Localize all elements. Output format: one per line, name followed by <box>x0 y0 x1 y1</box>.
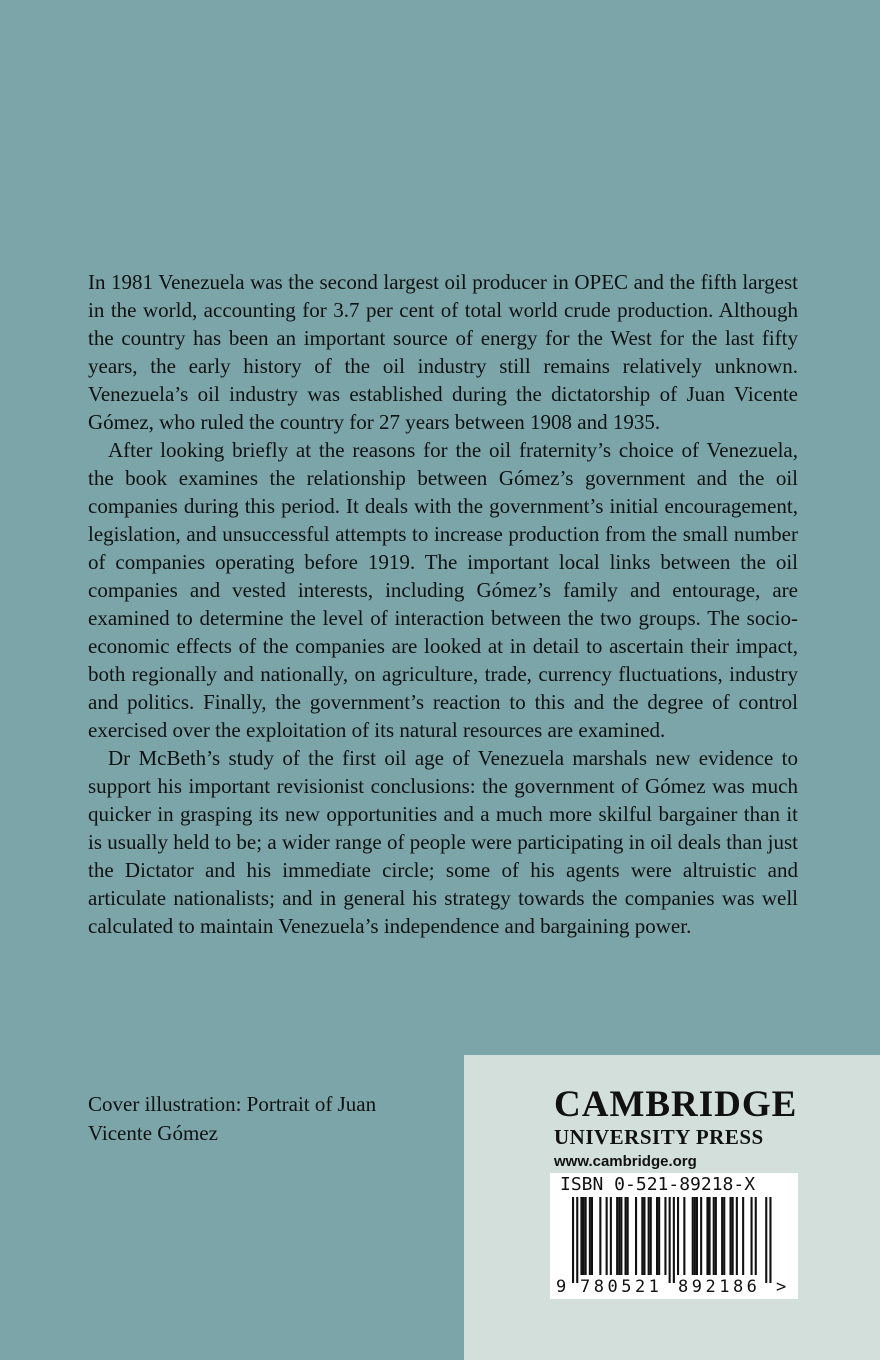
barcode-bar <box>610 1197 612 1275</box>
publisher-subtitle: UNIVERSITY PRESS <box>554 1125 764 1149</box>
barcode-bar <box>648 1197 650 1275</box>
barcode-bar <box>673 1197 675 1283</box>
cover-illustration-credit: Cover illustration: Portrait of Juan Vicente Gómez <box>88 1092 377 1145</box>
barcode-bar <box>713 1197 715 1275</box>
barcode-bar <box>599 1197 601 1275</box>
barcode-bar <box>765 1197 767 1283</box>
barcode-bar <box>683 1197 685 1275</box>
barcode-bar <box>606 1197 608 1275</box>
barcode-bar <box>616 1197 618 1275</box>
ean-arrow: > <box>776 1277 787 1297</box>
isbn-label: ISBN 0-521-89218-X <box>560 1174 756 1195</box>
blurb-paragraph-2: After looking briefly at the reasons for the oil fraternity’s choice of Venezuela, the book examines the relationship between Gómez’s government and the oil companies during this period. It deals with the government’s initial encouragement, legislation, and unsuccessful attempts to increase production from the small number of companies operating before 1919. The important local links between the oil companies and vested interests, including Gómez’s family and entourage, are examined to determine the level of interaction between the two groups. The socio-economic effects of the companies are looked at in detail to ascertain their impact, both regionally and nationally, on agriculture, trade, currency fluctuations, industry and politics. Finally, the government’s reaction to this and the degree of control exercised over the exploitation of its natural resources are examined. <box>88 438 798 742</box>
barcode-bar <box>643 1197 645 1275</box>
barcode-bar <box>715 1197 717 1275</box>
barcode-bar <box>751 1197 753 1275</box>
barcode-bar <box>591 1197 593 1275</box>
ean-first-digit: 9 <box>556 1277 567 1297</box>
barcode-bar <box>572 1197 574 1283</box>
barcode-bar <box>709 1197 711 1275</box>
barcode-bar <box>723 1197 725 1275</box>
barcode-bar <box>669 1197 671 1283</box>
barcode-bar <box>730 1197 732 1275</box>
barcode-bar <box>742 1197 744 1275</box>
barcode-bar <box>700 1197 702 1275</box>
barcode-bar <box>706 1197 708 1275</box>
barcode-bar <box>656 1197 658 1275</box>
barcode-bar <box>627 1197 629 1275</box>
publisher-name: CAMBRIDGE <box>554 1084 798 1125</box>
barcode-bar <box>769 1197 771 1283</box>
barcode-bar <box>576 1197 578 1283</box>
barcode-bar <box>625 1197 627 1275</box>
barcode-bar <box>589 1197 591 1275</box>
ean-right-digits: 892186 <box>678 1277 761 1297</box>
barcode-bar <box>650 1197 652 1275</box>
barcode-bar <box>583 1197 585 1275</box>
barcode-bar <box>755 1197 757 1275</box>
barcode-bar <box>694 1197 696 1275</box>
publisher-url: www.cambridge.org <box>554 1153 697 1170</box>
barcode-bar <box>677 1197 679 1275</box>
barcode-bar <box>635 1197 637 1275</box>
blurb-text <box>88 268 798 940</box>
barcode-bar <box>585 1197 587 1275</box>
barcode <box>550 1173 798 1299</box>
barcode-bar <box>692 1197 694 1275</box>
barcode-bar <box>658 1197 660 1275</box>
blurb-paragraph-3: Dr McBeth’s study of the first oil age of Venezuela marshals new evidence to support his important revisionist conclusions: the government of Gómez was much quicker in grasping its new opportunities and a much more skilful bargainer than it is usually held to be; a wider range of people were participating in oil deals than just the Dictator and his immediate circle; some of his agents were altruistic and articulate nationalists; and in general his strategy towards the companies was well calculated to maintain Venezuela’s independence and bargaining power. <box>88 746 798 938</box>
barcode-bar <box>736 1197 738 1275</box>
blurb-paragraph-1: In 1981 Venezuela was the second largest oil producer in OPEC and the fifth largest in the world, accounting for 3.7 per cent of total world crude production. Although the country has been an important source of energy for the West for the last fifty years, the early history of the oil industry still remains relatively unknown. Venezuela’s oil industry was established during the dictatorship of Juan Vicente Gómez, who ruled the country for 27 years between 1908 and 1935. <box>88 270 798 434</box>
barcode-bar <box>664 1197 666 1275</box>
publisher-panel <box>464 1055 880 1360</box>
ean-left-digits: 780521 <box>580 1277 663 1297</box>
barcode-bar <box>721 1197 723 1275</box>
barcode-bar <box>618 1197 620 1275</box>
barcode-bar <box>732 1197 734 1275</box>
barcode-bar <box>620 1197 622 1275</box>
barcode-bar <box>696 1197 698 1275</box>
barcode-bar <box>580 1197 582 1275</box>
barcode-bar <box>641 1197 643 1275</box>
